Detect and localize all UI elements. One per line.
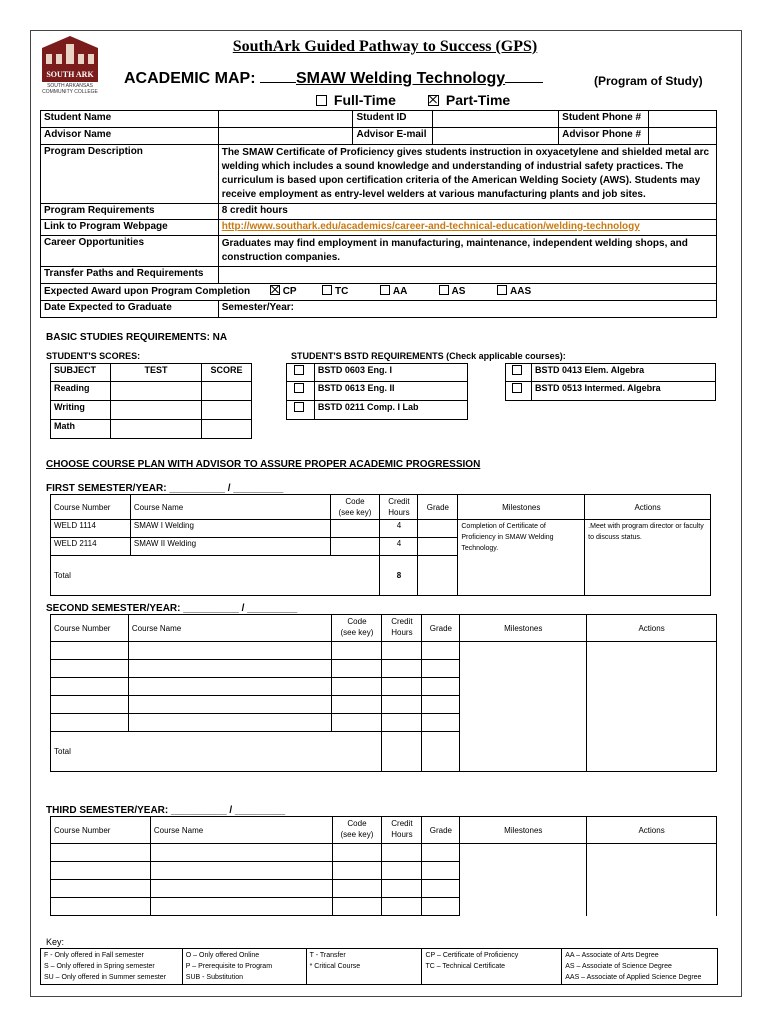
total-grade-field[interactable] bbox=[422, 732, 460, 772]
course-name-header: Course Name bbox=[128, 615, 332, 642]
course-number-cell: WELD 1114 bbox=[51, 520, 131, 538]
program-description-label: Program Description bbox=[41, 145, 219, 204]
logo-word: SOUTH ARK bbox=[46, 70, 94, 79]
course-number-field[interactable] bbox=[51, 678, 129, 696]
grade-field[interactable] bbox=[422, 862, 460, 880]
hours-field[interactable] bbox=[382, 660, 422, 678]
bstd-0603: BSTD 0603 Eng. I bbox=[314, 364, 467, 382]
actions-field[interactable] bbox=[587, 844, 717, 916]
code-field[interactable] bbox=[332, 678, 382, 696]
key-aa: AA – Associate of Arts Degree bbox=[565, 952, 659, 959]
hours-field[interactable] bbox=[382, 844, 422, 862]
code-header: Code bbox=[347, 819, 367, 828]
reading-score-field[interactable] bbox=[202, 382, 252, 401]
award-as-option[interactable]: AS bbox=[439, 286, 466, 297]
key-fall: F - Only offered in Fall semester bbox=[44, 952, 144, 959]
code-cell[interactable] bbox=[330, 538, 380, 556]
program-suffix: (Program of Study) bbox=[594, 74, 703, 88]
advisor-phone-label: Advisor Phone # bbox=[559, 128, 649, 145]
course-number-field[interactable] bbox=[51, 862, 151, 880]
semester-year-field[interactable]: Semester/Year: bbox=[218, 301, 716, 318]
grade-cell[interactable] bbox=[418, 538, 458, 556]
award-tc-option[interactable]: TC bbox=[322, 286, 348, 297]
third-semester-label: THIRD SEMESTER/YEAR: __________ / _________ bbox=[46, 805, 286, 816]
milestones-header: Milestones bbox=[458, 495, 585, 520]
code-header: Code bbox=[345, 497, 365, 506]
subject-reading: Reading bbox=[51, 382, 111, 401]
basic-studies-heading: BASIC STUDIES REQUIREMENTS: NA bbox=[46, 332, 228, 343]
full-time-label: Full-Time bbox=[333, 92, 396, 108]
hours-field[interactable] bbox=[382, 714, 422, 732]
course-number-header: Course Number bbox=[51, 495, 131, 520]
course-name-field[interactable] bbox=[150, 880, 332, 898]
course-name-header: Course Name bbox=[130, 495, 330, 520]
credit-header: Credit bbox=[391, 819, 413, 828]
code-field[interactable] bbox=[332, 642, 382, 660]
course-number-field[interactable] bbox=[51, 898, 151, 916]
transfer-field[interactable] bbox=[218, 267, 716, 284]
course-number-cell: WELD 2114 bbox=[51, 538, 131, 556]
full-time-checkbox[interactable] bbox=[316, 95, 327, 106]
grade-field[interactable] bbox=[422, 696, 460, 714]
bstd-0613: BSTD 0613 Eng. II bbox=[314, 382, 467, 401]
hours-header: Hours bbox=[391, 830, 413, 839]
student-phone-label: Student Phone # bbox=[559, 111, 649, 128]
bstd-left-table bbox=[286, 363, 468, 420]
credit-header: Credit bbox=[391, 617, 413, 626]
hours-cell: 4 bbox=[380, 520, 418, 538]
bstd-0513-checkbox[interactable] bbox=[512, 383, 522, 393]
grade-header: Grade bbox=[418, 495, 458, 520]
grade-field[interactable] bbox=[422, 714, 460, 732]
test-header: TEST bbox=[110, 364, 201, 382]
key-substitution: SUB - Substitution bbox=[185, 974, 243, 981]
career-opportunities: Graduates may find employment in manufacturing, maintenance, independent welding shops, and construction companies. bbox=[218, 236, 716, 267]
program-name: SMAW Welding Technology bbox=[296, 70, 506, 87]
key-label: Key: bbox=[46, 937, 65, 947]
action-cell: .Meet with program director or faculty to discuss status. bbox=[585, 520, 711, 596]
key-as: AS – Associate of Science Degree bbox=[565, 963, 672, 970]
award-aas-option[interactable]: AAS bbox=[497, 286, 531, 297]
course-name-field[interactable] bbox=[128, 696, 332, 714]
key-transfer: T - Transfer bbox=[309, 952, 346, 959]
third-semester-table bbox=[50, 816, 717, 916]
webpage-label: Link to Program Webpage bbox=[41, 220, 219, 236]
grade-field[interactable] bbox=[422, 898, 460, 916]
hours-field[interactable] bbox=[382, 642, 422, 660]
course-number-field[interactable] bbox=[51, 714, 129, 732]
score-header: SCORE bbox=[202, 364, 252, 382]
course-name-cell: SMAW I Welding bbox=[130, 520, 330, 538]
writing-score-field[interactable] bbox=[202, 401, 252, 420]
second-semester-table bbox=[50, 614, 717, 772]
advisor-email-label: Advisor E-mail bbox=[353, 128, 433, 145]
grade-header: Grade bbox=[422, 615, 460, 642]
grade-field[interactable] bbox=[422, 844, 460, 862]
subject-header: SUBJECT bbox=[51, 364, 111, 382]
hours-field[interactable] bbox=[382, 898, 422, 916]
transfer-label: Transfer Paths and Requirements bbox=[41, 267, 219, 284]
hours-field[interactable] bbox=[382, 696, 422, 714]
hours-field[interactable] bbox=[382, 862, 422, 880]
actions-header: Actions bbox=[587, 615, 717, 642]
course-number-field[interactable] bbox=[51, 696, 129, 714]
grade-field[interactable] bbox=[422, 678, 460, 696]
part-time-label: Part-Time bbox=[445, 92, 511, 108]
credit-header: Credit bbox=[388, 497, 410, 506]
hours-header: Hours bbox=[388, 508, 410, 517]
total-label: Total bbox=[51, 732, 382, 772]
student-id-field[interactable] bbox=[433, 111, 559, 128]
scores-table bbox=[50, 363, 252, 439]
grade-field[interactable] bbox=[422, 880, 460, 898]
first-semester-table bbox=[50, 494, 711, 596]
course-plan-heading: CHOOSE COURSE PLAN WITH ADVISOR TO ASSURE PROPER ACADEMIC PROGRESSION bbox=[46, 459, 481, 470]
key-critical: * Critical Course bbox=[309, 963, 361, 970]
part-time-checkbox[interactable] bbox=[428, 95, 439, 106]
code-cell[interactable] bbox=[330, 520, 380, 538]
code-field[interactable] bbox=[332, 862, 382, 880]
student-name-field[interactable] bbox=[218, 111, 353, 128]
college-name-line-1: SOUTH ARKANSAS bbox=[47, 83, 93, 89]
code-field[interactable] bbox=[332, 696, 382, 714]
total-hours-field[interactable] bbox=[382, 732, 422, 772]
course-name-field[interactable] bbox=[128, 660, 332, 678]
grade-field[interactable] bbox=[422, 642, 460, 660]
bstd-0613-checkbox[interactable] bbox=[294, 383, 304, 393]
college-name-line-2: COMMUNITY COLLEGE bbox=[42, 89, 98, 95]
course-number-field[interactable] bbox=[51, 642, 129, 660]
course-number-field[interactable] bbox=[51, 844, 151, 862]
course-number-field[interactable] bbox=[51, 660, 129, 678]
bstd-0211-checkbox[interactable] bbox=[294, 402, 304, 412]
key-summer: SU – Only offered in Summer semester bbox=[44, 974, 167, 981]
advisor-email-field[interactable] bbox=[433, 128, 559, 145]
milestones-field[interactable] bbox=[460, 642, 587, 772]
student-id-label: Student ID bbox=[353, 111, 433, 128]
course-name-field[interactable] bbox=[150, 862, 332, 880]
career-label: Career Opportunities bbox=[41, 236, 219, 267]
bstd-0413-checkbox[interactable] bbox=[512, 365, 522, 375]
code-field[interactable] bbox=[332, 880, 382, 898]
code-field[interactable] bbox=[332, 898, 382, 916]
math-test-field[interactable] bbox=[110, 420, 201, 439]
student-name-label: Student Name bbox=[41, 111, 219, 128]
award-label: Expected Award upon Program Completion bbox=[44, 286, 251, 297]
key-prerequisite: P – Prerequisite to Program bbox=[185, 963, 273, 970]
grade-header: Grade bbox=[422, 817, 460, 844]
bstd-0413: BSTD 0413 Elem. Algebra bbox=[531, 364, 715, 382]
key-tc: TC – Technical Certificate bbox=[425, 963, 506, 970]
course-number-header: Course Number bbox=[51, 817, 151, 844]
milestones-field[interactable] bbox=[460, 844, 587, 916]
hours-field[interactable] bbox=[382, 880, 422, 898]
writing-test-field[interactable] bbox=[110, 401, 201, 420]
advisor-name-label: Advisor Name bbox=[41, 128, 219, 145]
course-name-field[interactable] bbox=[150, 898, 332, 916]
course-number-header: Course Number bbox=[51, 615, 129, 642]
student-info-table bbox=[40, 110, 717, 318]
math-score-field[interactable] bbox=[202, 420, 252, 439]
subject-writing: Writing bbox=[51, 401, 111, 420]
part-time-option[interactable] bbox=[428, 92, 510, 108]
course-name-field[interactable] bbox=[128, 642, 332, 660]
key-cp: CP – Certificate of Proficiency bbox=[425, 952, 519, 959]
code-field[interactable] bbox=[332, 714, 382, 732]
code-field[interactable] bbox=[332, 660, 382, 678]
milestones-header: Milestones bbox=[460, 817, 587, 844]
hours-field[interactable] bbox=[382, 678, 422, 696]
course-name-field[interactable] bbox=[128, 678, 332, 696]
course-name-header: Course Name bbox=[150, 817, 332, 844]
key-table bbox=[40, 948, 718, 985]
bstd-0513: BSTD 0513 Intermed. Algebra bbox=[531, 382, 715, 401]
see-key-header: (see key) bbox=[340, 830, 374, 839]
course-number-field[interactable] bbox=[51, 880, 151, 898]
bstd-requirements-label: STUDENT'S BSTD REQUIREMENTS (Check applicable courses): bbox=[291, 351, 566, 361]
program-requirements-label: Program Requirements bbox=[41, 204, 219, 220]
second-semester-label: SECOND SEMESTER/YEAR: __________ / _________ bbox=[46, 603, 298, 614]
code-field[interactable] bbox=[332, 844, 382, 862]
bstd-0603-checkbox[interactable] bbox=[294, 365, 304, 375]
program-webpage-link[interactable]: http://www.southark.edu/academics/career-and-technical-education/welding-technology bbox=[221, 221, 640, 232]
subject-math: Math bbox=[51, 420, 111, 439]
award-aa-option[interactable]: AA bbox=[380, 286, 407, 297]
map-label: ACADEMIC MAP: bbox=[124, 70, 260, 87]
advisor-phone-field[interactable] bbox=[649, 128, 717, 145]
milestone-cell: Completion of Certificate of Proficiency in SMAW Welding Technology. bbox=[458, 520, 585, 596]
student-phone-field[interactable] bbox=[649, 111, 717, 128]
key-online: O – Only offered Online bbox=[185, 952, 260, 959]
course-name-field[interactable] bbox=[150, 844, 332, 862]
key-spring: S – Only offered in Spring semester bbox=[44, 963, 155, 970]
academic-map-label bbox=[124, 70, 543, 88]
key-aas: AAS – Associate of Applied Science Degree bbox=[565, 974, 702, 981]
see-key-header: (see key) bbox=[338, 508, 372, 517]
students-scores-label: STUDENT'S SCORES: bbox=[46, 351, 141, 361]
milestones-header: Milestones bbox=[460, 615, 587, 642]
total-label: Total bbox=[51, 556, 380, 596]
reading-test-field[interactable] bbox=[110, 382, 201, 401]
graduate-label: Date Expected to Graduate bbox=[41, 301, 219, 318]
first-semester-label: FIRST SEMESTER/YEAR: __________ / _________ bbox=[46, 483, 284, 494]
program-requirements: 8 credit hours bbox=[218, 204, 716, 220]
full-time-option[interactable] bbox=[316, 92, 396, 108]
course-name-cell: SMAW II Welding bbox=[130, 538, 330, 556]
total-grade-cell bbox=[418, 556, 458, 596]
total-hours: 8 bbox=[380, 556, 418, 596]
actions-header: Actions bbox=[585, 495, 711, 520]
course-name-field[interactable] bbox=[128, 714, 332, 732]
actions-field[interactable] bbox=[587, 642, 717, 772]
hours-cell: 4 bbox=[380, 538, 418, 556]
advisor-name-field[interactable] bbox=[218, 128, 353, 145]
page-title: SouthArk Guided Pathway to Success (GPS) bbox=[232, 38, 538, 55]
grade-cell[interactable] bbox=[418, 520, 458, 538]
hours-header: Hours bbox=[391, 628, 413, 637]
see-key-header: (see key) bbox=[340, 628, 374, 637]
code-header: Code bbox=[347, 617, 367, 626]
actions-header: Actions bbox=[587, 817, 717, 844]
bstd-right-table bbox=[505, 363, 716, 401]
award-cp-option[interactable]: CP bbox=[270, 286, 297, 297]
program-description: The SMAW Certificate of Proficiency gives students instruction in oxyacetylene and shielded metal arc welding which includes a sound knowledge and understanding of industrial safety practices. The curriculum is based upon certification criteria of the American Welding Society (AWS). Students may receive employment as entry-level welders at various manufacturing plants and job sites. bbox=[218, 145, 716, 204]
grade-field[interactable] bbox=[422, 660, 460, 678]
bstd-0211: BSTD 0211 Comp. I Lab bbox=[314, 401, 467, 420]
